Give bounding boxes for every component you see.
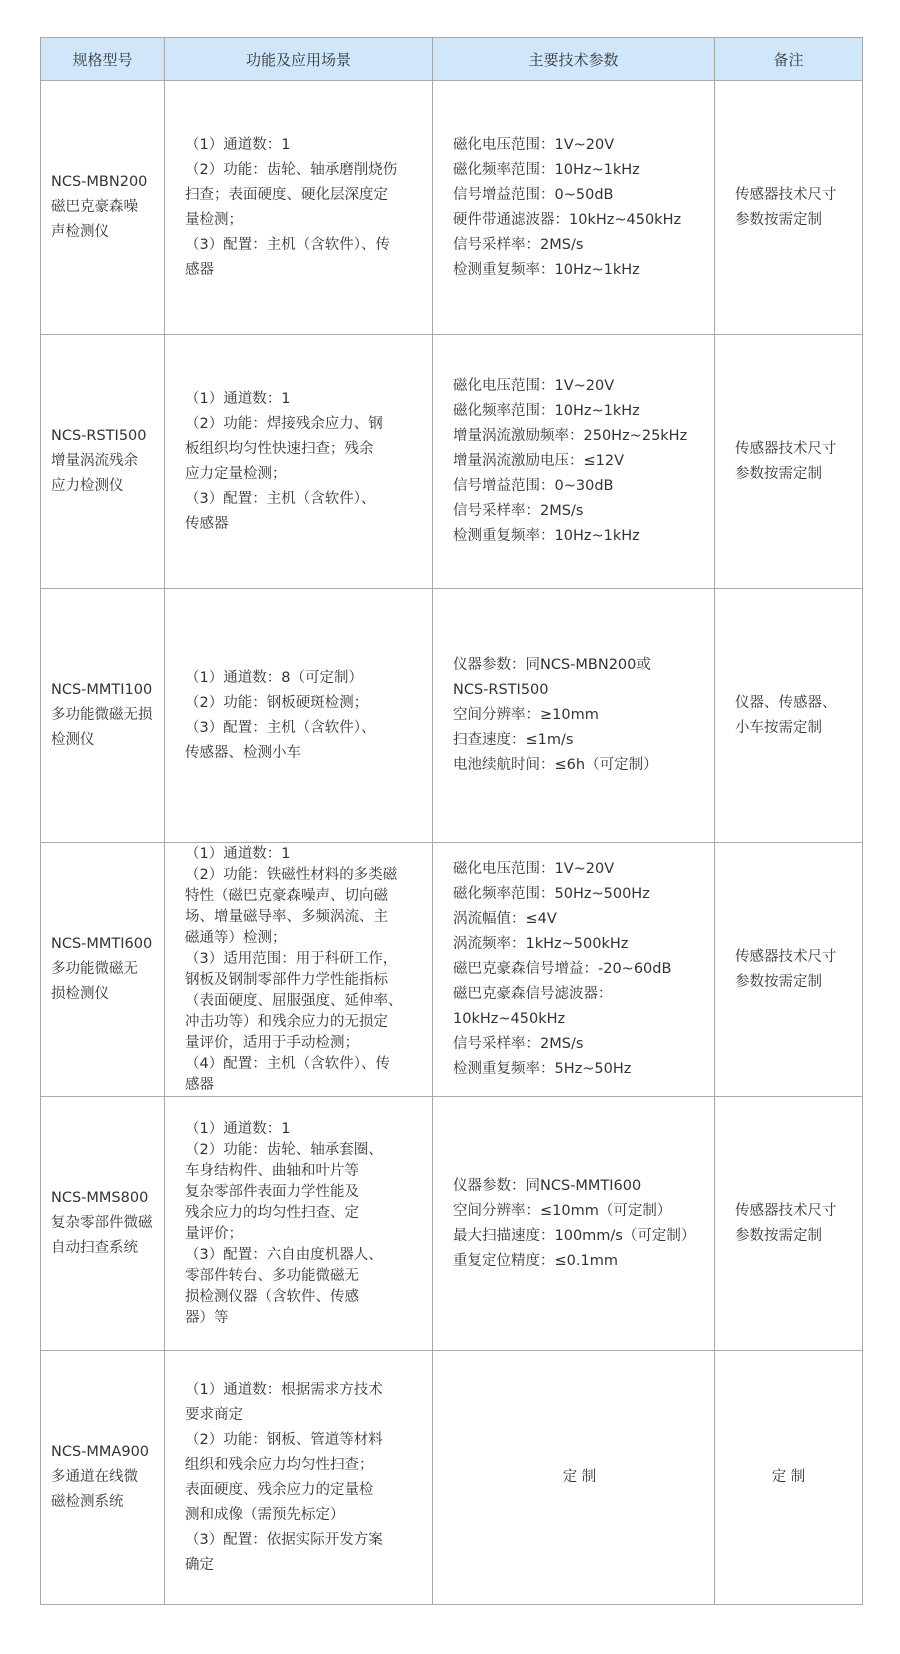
param-line: 10kHz~450kHz [453, 1011, 566, 1027]
function-cell [165, 81, 433, 335]
note-cell [715, 843, 863, 1097]
model-line: 检测仪 [51, 732, 95, 748]
function-line: （1）通道数：根据需求方技术 [185, 1381, 383, 1398]
function-line: （2）功能：焊接残余应力、钢 [185, 415, 383, 432]
param-line: 信号采样率：2MS/s [453, 1036, 584, 1052]
function-line: （2）功能：钢板、管道等材料 [185, 1431, 383, 1448]
note-line: 定 制 [771, 1469, 806, 1485]
param-line: 涡流频率：1kHz~500kHz [453, 936, 629, 952]
function-line: （2）功能：齿轮、轴承套圈、 [185, 1141, 383, 1158]
function-line: （2）功能：钢板硬斑检测； [185, 694, 369, 711]
model-line: NCS-MMTI100 [51, 682, 153, 698]
param-line: 磁化电压范围：1V~20V [453, 136, 615, 153]
function-line: 特性（磁巴克豪森噪声、切向磁 [185, 887, 388, 904]
model-line: NCS-MMA900 [51, 1444, 150, 1460]
model-line: 磁检测系统 [51, 1494, 124, 1510]
function-line: 传感器、检测小车 [185, 744, 301, 761]
note-cell [715, 589, 863, 843]
function-line: 量评价； [185, 1225, 243, 1242]
param-line: 磁巴克豪森信号滤波器： [453, 986, 613, 1002]
function-line: （3）配置：依据实际开发方案 [185, 1531, 383, 1548]
model-line: 磁巴克豪森噪 [51, 199, 138, 215]
param-line: 仪器参数：同NCS-MMTI600 [453, 1177, 642, 1194]
function-line: （表面硬度、屈服强度、延伸率、 [185, 992, 403, 1009]
model-line: 复杂零部件微磁 [51, 1215, 153, 1231]
model-line: 增量涡流残余 [51, 453, 138, 469]
model-cell [41, 589, 165, 843]
function-line: （1）通道数：8（可定制） [185, 669, 363, 686]
model-line: 自动扫查系统 [51, 1240, 138, 1256]
param-line: 信号增益范围：0~30dB [453, 478, 614, 494]
table-row [41, 335, 863, 589]
function-line: （3）配置：主机（含软件）、 [185, 719, 376, 736]
header-row [41, 38, 863, 81]
param-line: 扫查速度：≤1m/s [453, 732, 574, 748]
function-line: 车身结构件、曲轴和叶片等 [185, 1162, 359, 1179]
function-line: （1）通道数：1 [185, 136, 291, 153]
function-line: （2）功能：齿轮、轴承磨削烧伤 [185, 161, 398, 178]
note-line: 参数按需定制 [735, 973, 822, 990]
header-model: 规格型号 [41, 38, 165, 81]
function-line: 传感器 [185, 515, 229, 532]
function-line: 板组织均匀性快速扫查；残余 [185, 440, 374, 457]
note-line: 参数按需定制 [735, 211, 822, 228]
note-line: 仪器、传感器、 [735, 694, 837, 711]
param-line: NCS-RSTI500 [453, 682, 549, 698]
params-cell [433, 843, 715, 1097]
params-cell [433, 1097, 715, 1351]
function-cell [165, 335, 433, 589]
param-line: 磁化电压范围：1V~20V [453, 861, 615, 877]
function-line: 量检测； [185, 211, 243, 228]
header-parameters: 主要技术参数 [433, 38, 715, 81]
note-line: 传感器技术尺寸 [735, 440, 837, 457]
function-line: 场、增量磁导率、多频涡流、主 [185, 908, 388, 925]
params-cell [433, 335, 715, 589]
table-row [41, 589, 863, 843]
note-line: 参数按需定制 [735, 465, 822, 482]
param-line: 涡流幅值：≤4V [453, 911, 557, 927]
function-line: 残余应力的均匀性扫查、定 [185, 1204, 359, 1221]
params-cell [433, 81, 715, 335]
note-line: 小车按需定制 [735, 719, 822, 736]
note-cell [715, 335, 863, 589]
param-line: 检测重复频率：10Hz~1kHz [453, 261, 640, 278]
model-line: NCS-MMTI600 [51, 936, 153, 952]
param-line: 信号采样率：2MS/s [453, 503, 584, 519]
function-line: 测和成像（需预先标定） [185, 1506, 345, 1523]
note-cell [715, 1097, 863, 1351]
param-line: 检测重复频率：5Hz~50Hz [453, 1061, 632, 1077]
note-line: 参数按需定制 [735, 1227, 822, 1244]
function-line: 量评价，适用于手动检测； [185, 1034, 359, 1051]
param-line: 电池续航时间：≤6h（可定制） [453, 757, 658, 773]
model-line: 多功能微磁无损 [51, 707, 153, 723]
function-line: （1）通道数：1 [185, 390, 291, 407]
param-line: 磁巴克豪森信号增益：-20~60dB [453, 961, 672, 977]
param-line: 磁化频率范围：50Hz~500Hz [453, 886, 650, 902]
model-line: NCS-MBN200 [51, 174, 148, 190]
function-cell [165, 1351, 433, 1605]
function-line: 扫查；表面硬度、硬化层深度定 [185, 186, 388, 203]
function-line: 零部件转台、多功能微磁无 [185, 1267, 359, 1284]
model-line: 损检测仪 [51, 986, 109, 1002]
function-line: 钢板及钢制零部件力学性能指标 [185, 971, 388, 988]
function-cell [165, 1097, 433, 1351]
function-line: 确定 [185, 1556, 214, 1573]
param-line: 定 制 [562, 1469, 597, 1485]
function-line: （3）适用范围：用于科研工作， [185, 950, 398, 967]
param-line: 仪器参数：同NCS-MBN200或 [453, 657, 651, 673]
param-line: 检测重复频率：10Hz~1kHz [453, 528, 640, 544]
function-line: （3）配置：主机（含软件）、传 [185, 236, 390, 253]
model-line: NCS-RSTI500 [51, 428, 147, 444]
param-line: 信号采样率：2MS/s [453, 236, 584, 253]
param-line: 磁化电压范围：1V~20V [453, 378, 615, 394]
spec-table [40, 37, 863, 1605]
note-cell [715, 1351, 863, 1605]
function-line: 要求商定 [185, 1406, 243, 1423]
param-line: 信号增益范围：0~50dB [453, 186, 614, 203]
table-row [41, 81, 863, 335]
model-line: NCS-MMS800 [51, 1190, 149, 1206]
param-line: 最大扫描速度：100mm/s（可定制） [453, 1227, 696, 1244]
param-line: 空间分辨率：≥10mm [453, 707, 599, 723]
note-line: 传感器技术尺寸 [735, 1202, 837, 1219]
model-cell [41, 1097, 165, 1351]
function-line: （4）配置：主机（含软件）、传 [185, 1055, 390, 1072]
param-line: 空间分辨率：≤10mm（可定制） [453, 1202, 672, 1219]
function-line: （2）功能：铁磁性材料的多类磁 [185, 866, 398, 883]
model-cell [41, 1351, 165, 1605]
note-line: 传感器技术尺寸 [735, 186, 837, 203]
function-line: 器）等 [185, 1309, 229, 1326]
function-cell [165, 843, 433, 1097]
function-line: 感器 [185, 261, 214, 278]
note-cell [715, 81, 863, 335]
function-line: 冲击功等）和残余应力的无损定 [185, 1013, 388, 1030]
params-cell [433, 1351, 715, 1605]
function-line: 损检测仪器（含软件、传感 [185, 1288, 359, 1305]
function-line: 感器 [185, 1076, 214, 1093]
param-line: 磁化频率范围：10Hz~1kHz [453, 161, 640, 178]
function-line: 磁通等）检测； [185, 929, 287, 946]
header-function: 功能及应用场景 [165, 38, 433, 81]
model-line: 声检测仪 [51, 224, 109, 240]
param-line: 增量涡流激励电压：≤12V [453, 453, 625, 469]
param-line: 硬件带通滤波器：10kHz~450kHz [453, 211, 682, 228]
table-row [41, 843, 863, 1097]
model-line: 多通道在线微 [51, 1469, 138, 1485]
model-line: 多功能微磁无 [51, 961, 138, 977]
model-line: 应力检测仪 [51, 478, 124, 494]
param-line: 增量涡流激励频率：250Hz~25kHz [453, 428, 688, 444]
function-line: 表面硬度、残余应力的定量检 [185, 1481, 374, 1498]
table-row [41, 1351, 863, 1605]
model-cell [41, 81, 165, 335]
function-cell [165, 589, 433, 843]
function-line: （1）通道数：1 [185, 845, 291, 862]
params-cell [433, 589, 715, 843]
model-cell [41, 335, 165, 589]
table-row [41, 1097, 863, 1351]
function-line: 复杂零部件表面力学性能及 [185, 1183, 359, 1200]
function-line: （1）通道数：1 [185, 1120, 291, 1137]
function-line: （3）配置：六自由度机器人、 [185, 1246, 383, 1263]
function-line: （3）配置：主机（含软件）、 [185, 490, 376, 507]
model-cell [41, 843, 165, 1097]
param-line: 磁化频率范围：10Hz~1kHz [453, 403, 640, 419]
param-line: 重复定位精度：≤0.1mm [453, 1252, 618, 1269]
function-line: 应力定量检测； [185, 465, 287, 482]
note-line: 传感器技术尺寸 [735, 948, 837, 965]
function-line: 组织和残余应力均匀性扫查； [185, 1456, 374, 1473]
header-remarks: 备注 [715, 38, 863, 81]
